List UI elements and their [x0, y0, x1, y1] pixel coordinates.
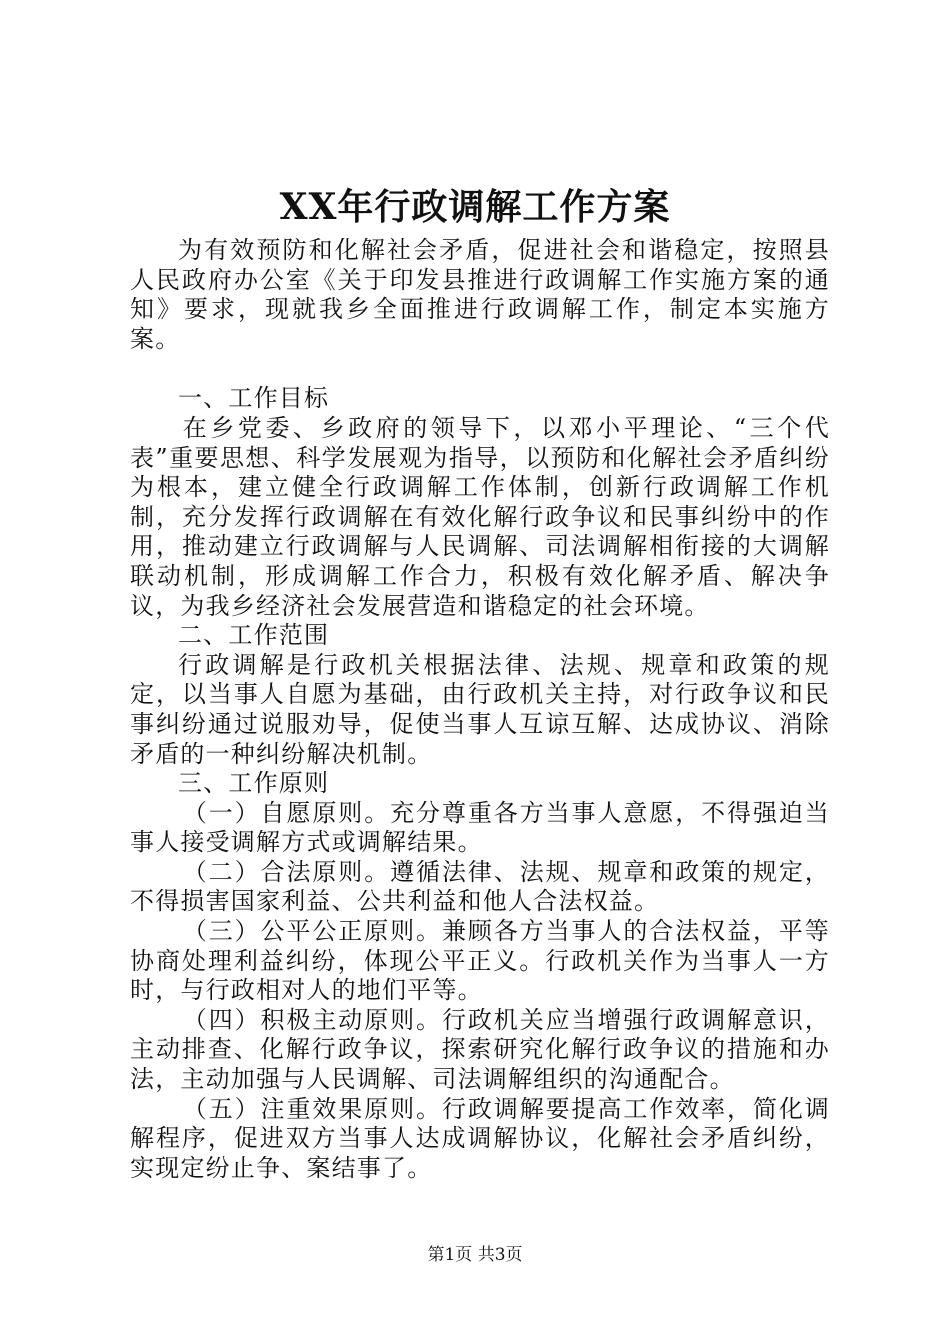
- principle-item: （二）合法原则。遵循法律、法规、规章和政策的规定，不得损害国家利益、公共利益和他人合法权益。: [130, 857, 830, 916]
- section-heading-principles: 三、工作原则: [178, 769, 330, 798]
- intro-paragraph: 为有效预防和化解社会矛盾，促进社会和谐稳定，按照县人民政府办公室《关于印发县推进行政调解工作实施方案的通知》要求，现就我乡全面推进行政调解工作，制定本实施方案。: [130, 236, 830, 353]
- section-body-goals: 在乡党委、乡政府的领导下，以邓小平理论、“三个代表”重要思想、科学发展观为指导，以预防和化解社会矛盾纠纷为根本，建立健全行政调解工作体制，创新行政调解工作机制，充分发挥行政调解在有效化解行政争议和民事纠纷中的作用，推动建立行政调解与人民调解、司法调解相衔接的大调解联动机制，形成调解工作合力，积极有效化解矛盾、解决争议，为我乡经济社会发展营造和谐稳定的社会环境。: [130, 413, 830, 620]
- document-body: [130, 236, 830, 1183]
- principle-item: （三）公平公正原则。兼顾各方当事人的合法权益，平等协商处理利益纠纷，体现公平正义。行政机关作为当事人一方时，与行政相对人的地们平等。: [130, 917, 830, 1005]
- section-heading-scope: 二、工作范围: [178, 621, 330, 650]
- principle-item: （四）积极主动原则。行政机关应当增强行政调解意识，主动排查、化解行政争议，探索研究化解行政争议的措施和办法，主动加强与人民调解、司法调解组织的沟通配合。: [130, 1005, 830, 1094]
- page-number-footer: 第1页 共3页: [427, 1245, 523, 1265]
- document-title: XX年行政调解工作方案: [279, 186, 671, 228]
- principle-item: （五）注重效果原则。行政调解要提高工作效率，简化调解程序，促进双方当事人达成调解协议，化解社会矛盾纠纷，实现定纷止争、案结事了。: [130, 1094, 830, 1182]
- section-heading-goals: 一、工作目标: [178, 384, 330, 413]
- paragraph-gap: [130, 354, 830, 384]
- section-body-scope: 行政调解是行政机关根据法律、法规、规章和政策的规定，以当事人自愿为基础，由行政机关主持，对行政争议和民事纠纷通过说服劝导，促使当事人互谅互解、达成协议、消除矛盾的一种纠纷解决机制。: [130, 650, 830, 768]
- principle-item: （一）自愿原则。充分尊重各方当事人意愿，不得强迫当事人接受调解方式或调解结果。: [130, 798, 830, 857]
